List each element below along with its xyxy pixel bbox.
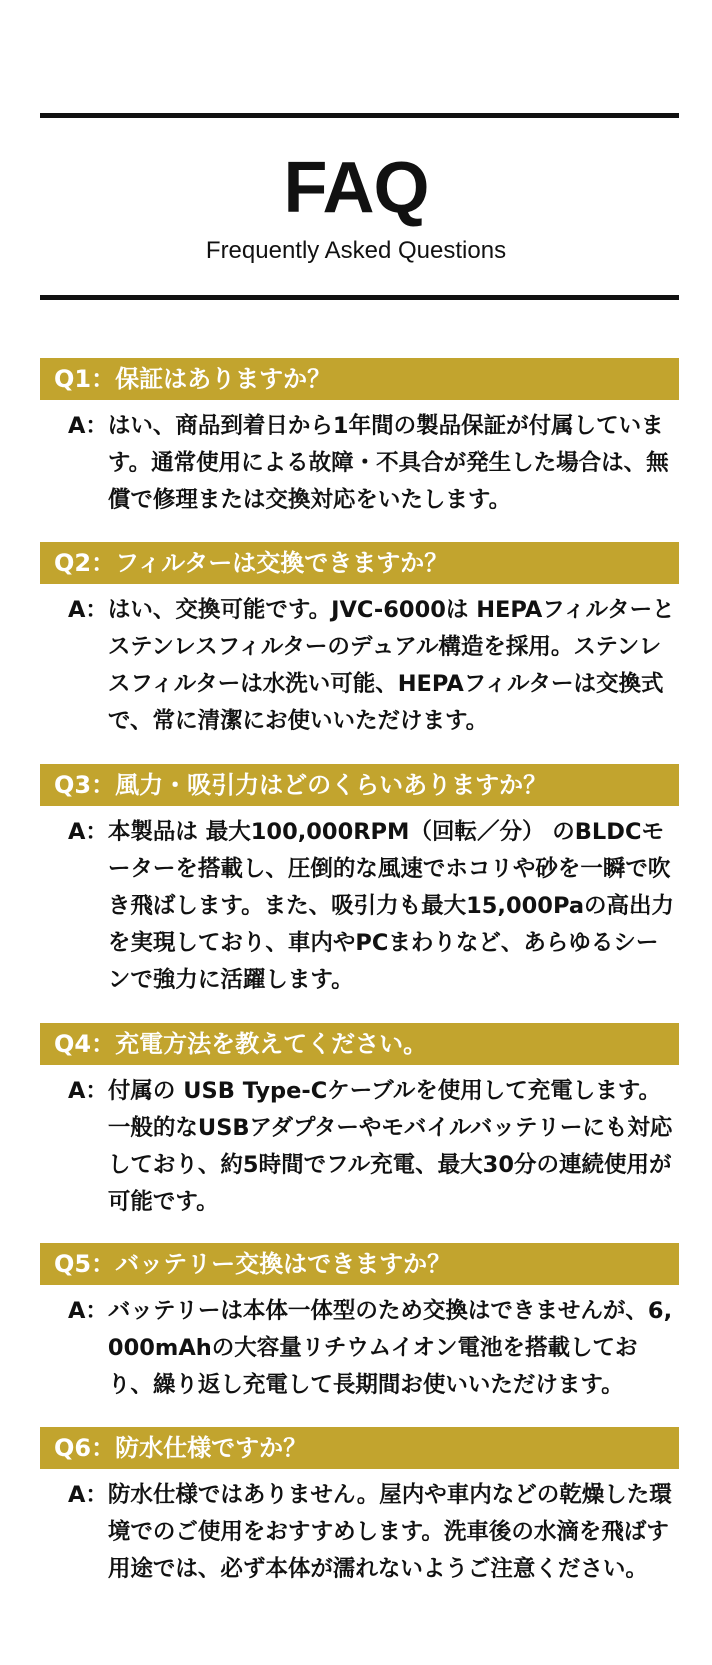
page-title: FAQ (283, 148, 429, 228)
faq-item-2 (40, 542, 679, 740)
faq-question: Q5：バッテリー交換はできますか？ (40, 1243, 679, 1285)
faq-answer (40, 1477, 679, 1588)
faq-item-6 (40, 1427, 679, 1588)
faq-answer (40, 592, 679, 740)
faq-question: Q6：防水仕様ですか？ (40, 1427, 679, 1469)
faq-answer (40, 1293, 679, 1404)
answer-text: 付属の USB Type-Cケーブルを使用して充電します。一般的なUSBアダプターやモバイルバッテリーにも対応しており、約5時間でフル充電、最大30分の連続使用が可能です。 (107, 1078, 673, 1215)
faq-answer (40, 408, 679, 519)
faq-item-3 (40, 764, 679, 999)
answer-label: A： (68, 1078, 108, 1104)
faq-answer (40, 1073, 679, 1221)
answer-text: 防水仕様ではありません。屋内や車内などの乾燥した環境でのご使用をおすすめします。洗車後の水滴を飛ばす用途では、必ず本体が濡れないようご注意ください。 (107, 1482, 672, 1582)
answer-label: A： (68, 597, 108, 623)
faq-question: Q3：風力・吸引力はどのくらいありますか？ (40, 764, 679, 806)
answer-text: はい、交換可能です。JVC-6000は HEPAフィルターとステンレスフィルターのデュアル構造を採用。ステンレスフィルターは水洗い可能、HEPAフィルターは交換式で、常に清潔にお使いいただけます。 (107, 597, 675, 734)
faq-item-4 (40, 1023, 679, 1221)
page-subtitle: Frequently Asked Questions (205, 237, 507, 264)
top-divider (40, 113, 679, 118)
answer-label: A： (68, 1298, 108, 1324)
answer-text: はい、商品到着日から1年間の製品保証が付属しています。通常使用による故障・不具合が発生した場合は、無償で修理または交換対応をいたします。 (107, 413, 669, 513)
answer-label: A： (68, 1482, 108, 1508)
faq-question: Q1：保証はありますか？ (40, 358, 679, 400)
faq-question: Q2：フィルターは交換できますか？ (40, 542, 679, 584)
faq-answer (40, 814, 679, 999)
answer-label: A： (68, 819, 108, 845)
answer-text: 本製品は 最大100,000RPM（回転／分） のBLDCモーターを搭載し、圧倒的な風速でホコリや砂を一瞬で吹き飛ばします。また、吸引力も最大15,000Paの高出力を実現しており、車内やPCまわりなど、あらゆるシーンで強力に活躍します。 (107, 819, 675, 993)
faq-item-5 (40, 1243, 679, 1404)
faq-question: Q4：充電方法を教えてください。 (40, 1023, 679, 1065)
answer-text: バッテリーは本体一体型のため交換はできませんが、6,000mAhの大容量リチウムイオン電池を搭載しており、繰り返し充電して長期間お使いいただけます。 (107, 1298, 673, 1398)
bottom-divider (40, 295, 679, 300)
faq-item-1 (40, 358, 679, 519)
answer-label: A： (68, 413, 108, 439)
